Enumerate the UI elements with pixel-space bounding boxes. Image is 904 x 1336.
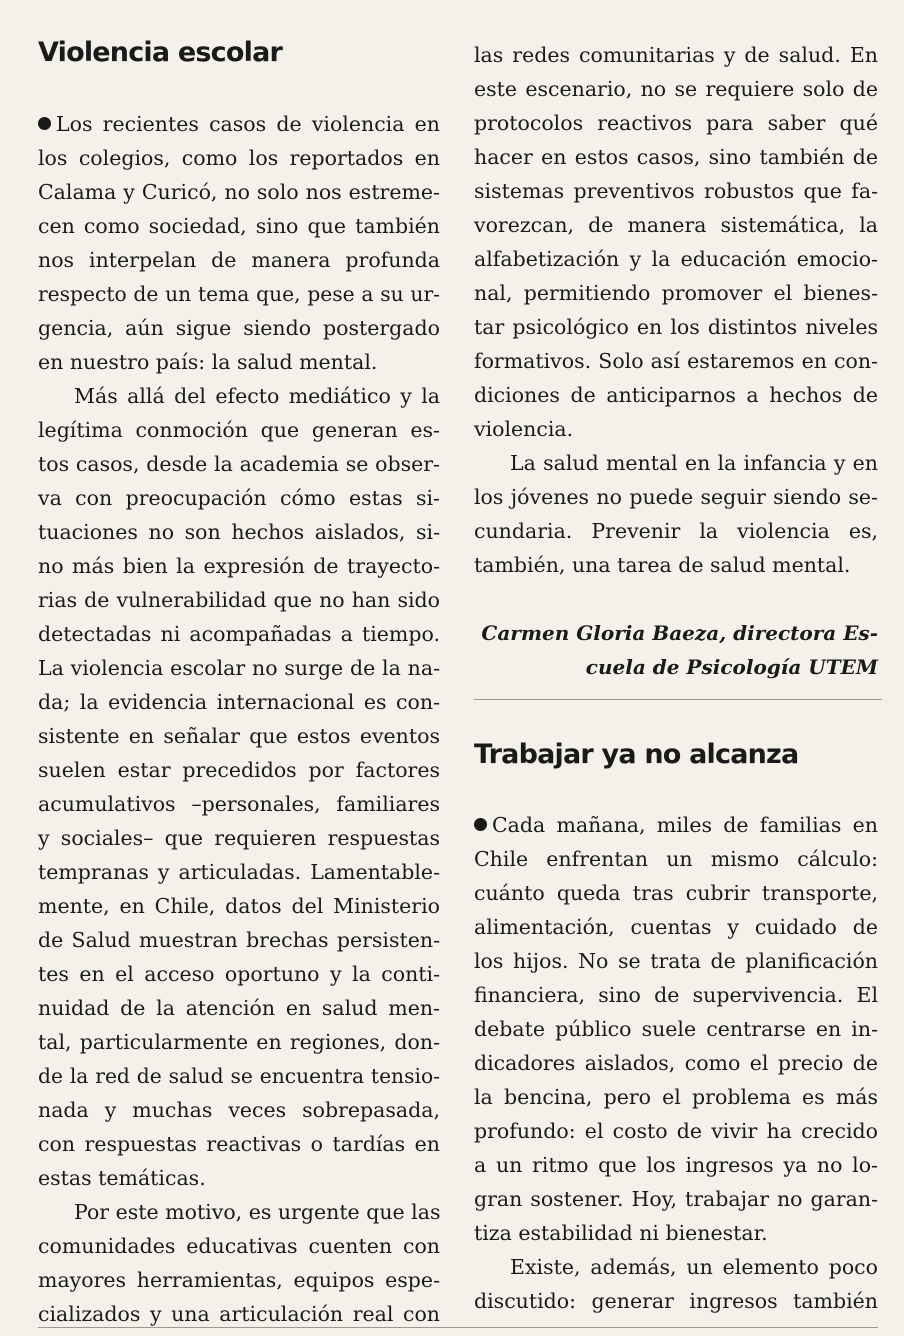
body-line: alimentación, cuentas y cuidado de <box>474 915 878 939</box>
body-line: profundo: el costo de vivir ha crecido <box>474 1119 878 1143</box>
body-line: da; la evidencia internacional es con- <box>38 690 440 714</box>
body-line: las redes comunitarias y de salud. En <box>474 43 878 67</box>
body-line: alfabetización y la educación emocio- <box>474 247 878 271</box>
body-line: los hijos. No se trata de planificación <box>474 949 878 973</box>
body-line: de Salud muestran brechas persisten- <box>38 928 440 952</box>
body-line: cuánto queda tras cubrir transporte, <box>474 881 878 905</box>
body-line: mente, en Chile, datos del Ministerio <box>38 894 440 918</box>
body-line: nos interpelan de manera profunda <box>38 248 440 272</box>
body-line: con respuestas reactivas o tardías en <box>38 1132 440 1156</box>
body-line: los jóvenes no puede seguir siendo se- <box>474 485 878 509</box>
body-line: diciones de anticiparnos a hechos de <box>474 383 878 407</box>
body-line: cen como sociedad, sino que también <box>38 214 440 238</box>
author-signature-line2: cuela de Psicología UTEM <box>585 655 878 679</box>
body-line: gran sostener. Hoy, trabajar no garan- <box>474 1187 878 1211</box>
body-line: nuidad de la atención en salud men- <box>38 996 440 1020</box>
bottom-rule <box>38 1327 878 1328</box>
article-lead-line: Los recientes casos de violencia en <box>38 107 440 141</box>
body-line: va con preocupación cómo estas si- <box>38 486 440 510</box>
body-line: tar psicológico en los distintos niveles <box>474 315 878 339</box>
body-line: hacer en estos casos, sino también de <box>474 145 878 169</box>
article-title-trabajar-ya-no-alcanza: Trabajar ya no alcanza <box>474 739 799 770</box>
body-line: nada y muchas veces sobrepasada, <box>38 1098 440 1122</box>
body-line: financiera, sino de supervivencia. El <box>474 983 878 1007</box>
article-lead-line: Cada mañana, miles de familias en <box>474 808 878 842</box>
author-signature-line1: Carmen Gloria Baeza, directora Es- <box>481 621 878 645</box>
body-line: sistente en señalar que estos eventos <box>38 724 440 748</box>
bullet-icon <box>38 117 51 130</box>
body-line: a un ritmo que los ingresos ya no lo- <box>474 1153 878 1177</box>
body-line: también, una tarea de salud mental. <box>474 553 851 577</box>
body-line: y sociales– que requieren respuestas <box>38 826 440 850</box>
body-line: estas temáticas. <box>38 1166 206 1190</box>
body-line: mayores herramientas, equipos espe- <box>38 1268 440 1292</box>
body-line: tos casos, desde la academia se obser- <box>38 452 440 476</box>
body-line: de la red de salud se encuentra tensio- <box>38 1064 440 1088</box>
body-line: tuaciones no son hechos aislados, si- <box>38 520 440 544</box>
body-line: detectadas ni acompañadas a tiempo. <box>38 622 440 646</box>
body-line: tal, particularmente en regiones, don- <box>38 1030 440 1054</box>
section-divider <box>474 699 882 700</box>
body-line: debate público suele centrarse en in- <box>474 1017 878 1041</box>
body-line: Chile enfrentan un mismo cálculo: <box>474 847 878 871</box>
body-line: cundaria. Prevenir la violencia es, <box>474 519 878 543</box>
body-line: protocolos reactivos para saber qué <box>474 111 878 135</box>
body-line: cializados y una articulación real con <box>38 1302 440 1326</box>
body-line: nal, permitiendo promover el bienes- <box>474 281 878 305</box>
body-line: la bencina, pero el problema es más <box>474 1085 878 1109</box>
body-line: violencia. <box>474 417 574 441</box>
body-line: comunidades educativas cuenten con <box>38 1234 440 1258</box>
body-line: discutido: generar ingresos también <box>474 1289 878 1313</box>
body-line: suelen estar precedidos por factores <box>38 758 440 782</box>
article-title-violencia-escolar: Violencia escolar <box>38 37 283 68</box>
body-line: tiza estabilidad ni bienestar. <box>474 1221 768 1245</box>
body-line: no más bien la expresión de trayecto- <box>38 554 440 578</box>
body-line: dicadores aislados, como el precio de <box>474 1051 878 1075</box>
bullet-icon <box>474 818 487 831</box>
body-line: en nuestro país: la salud mental. <box>38 350 378 374</box>
body-line: sistemas preventivos robustos que fa- <box>474 179 878 203</box>
body-line: La salud mental en la infancia y en <box>510 451 878 475</box>
body-line: Por este motivo, es urgente que las <box>74 1200 441 1224</box>
body-line: vorezcan, de manera sistemática, la <box>474 213 878 237</box>
body-line: acumulativos –personales, familiares <box>38 792 440 816</box>
body-line: los colegios, como los reportados en <box>38 146 440 170</box>
body-line: legítima conmoción que generan es- <box>38 418 440 442</box>
body-line: este escenario, no se requiere solo de <box>474 77 878 101</box>
body-line: La violencia escolar no surge de la na- <box>38 656 440 680</box>
body-line: rias de vulnerabilidad que no han sido <box>38 588 440 612</box>
body-line: Más allá del efecto mediático y la <box>74 384 440 408</box>
body-line: respecto de un tema que, pese a su ur- <box>38 282 440 306</box>
body-line: tes en el acceso oportuno y la conti- <box>38 962 440 986</box>
body-line: gencia, aún sigue siendo postergado <box>38 316 440 340</box>
body-line: tempranas y articuladas. Lamentable- <box>38 860 440 884</box>
body-line: formativos. Solo así estaremos en con- <box>474 349 878 373</box>
body-line: Existe, además, un elemento poco <box>510 1255 878 1279</box>
body-line: Calama y Curicó, no solo nos estreme- <box>38 180 440 204</box>
